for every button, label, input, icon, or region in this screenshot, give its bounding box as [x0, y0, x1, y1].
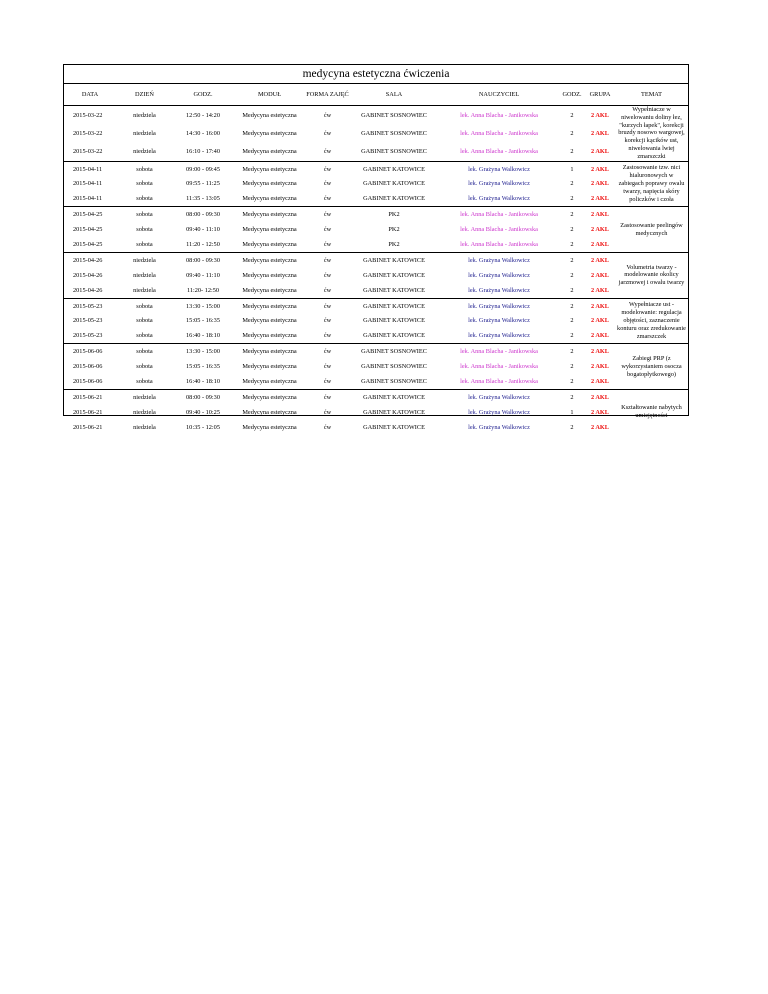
teacher-cell: lek. Anna Blacha - Janikowska — [460, 377, 538, 385]
table-row — [64, 268, 688, 283]
day-cell: sobota — [116, 207, 173, 222]
module-cell: Medycyna estetyczna — [242, 271, 297, 279]
day-cell: sobota — [116, 161, 173, 176]
table-row — [64, 124, 688, 142]
hours-cell: 2 — [570, 271, 574, 279]
teacher-cell: lek. Grażyna Walkowicz — [468, 180, 530, 188]
group-cell: 2 AKL — [590, 271, 610, 279]
time-cell: 16:40 - 18:10 — [186, 377, 220, 385]
col-topic: TEMAT — [615, 84, 688, 106]
date-cell: 2015-05-23 — [73, 317, 103, 325]
table-row — [64, 359, 688, 374]
room-cell: GABINET SOSNOWIEC — [361, 363, 427, 371]
date-cell: 2015-06-21 — [64, 389, 116, 404]
time-cell: 15:05 - 16:35 — [186, 363, 220, 371]
hours-cell: 2 — [570, 377, 574, 385]
topic-cell: Zastosowanie peelingów medycznych — [615, 207, 688, 253]
group-cell: 2 AKL — [590, 180, 610, 188]
day-cell: niedziela — [133, 111, 156, 119]
form-cell: ćw — [306, 389, 349, 404]
teacher-cell: lek. Grażyna Walkowicz — [439, 389, 559, 404]
form-cell: ćw — [323, 332, 332, 340]
time-cell: 15:05 - 16:35 — [186, 317, 220, 325]
group-cell: 2 AKL — [590, 377, 610, 385]
form-cell: ćw — [323, 408, 332, 416]
teacher-cell: lek. Anna Blacha - Janikowska — [460, 363, 538, 371]
table-row — [64, 313, 688, 328]
hours-cell: 2 — [559, 207, 585, 222]
module-cell: Medycyna estetyczna — [242, 286, 297, 294]
hours-cell: 2 — [570, 111, 574, 119]
table-row — [64, 389, 688, 404]
time-cell: 08:00 - 09:30 — [173, 207, 233, 222]
form-cell: ćw — [323, 363, 332, 371]
table-row — [64, 176, 688, 191]
module-cell: Medycyna estetyczna — [242, 195, 297, 203]
room-cell: GABINET KATOWICE — [363, 423, 425, 431]
room-cell: GABINET KATOWICE — [363, 317, 425, 325]
room-cell: PK2 — [388, 240, 400, 248]
time-cell: 12:50 - 14:20 — [186, 111, 220, 119]
time-cell: 09:40 - 10:25 — [186, 408, 220, 416]
time-cell: 09:55 - 11:25 — [186, 180, 220, 188]
module-cell: Medycyna estetyczna — [242, 408, 297, 416]
group-cell: 2 AKL — [590, 226, 610, 234]
day-cell: sobota — [116, 298, 173, 313]
group-cell: 2 AKL — [585, 161, 615, 176]
day-cell: niedziela — [133, 423, 156, 431]
col-form: FORMA ZAJĘĆ — [306, 84, 349, 106]
room-cell: GABINET KATOWICE — [363, 408, 425, 416]
group-cell: 2 AKL — [590, 147, 610, 155]
table-row — [64, 405, 688, 420]
teacher-cell: lek. Grażyna Walkowicz — [468, 271, 530, 279]
form-cell: ćw — [323, 180, 332, 188]
time-cell: 13:30 - 15:00 — [173, 344, 233, 359]
room-cell: GABINET KATOWICE — [349, 298, 439, 313]
table-row — [64, 142, 688, 161]
date-cell: 2015-05-23 — [73, 332, 103, 340]
group-cell: 2 AKL — [590, 423, 610, 431]
col-date: DATA — [64, 84, 116, 106]
table-row — [64, 420, 688, 435]
date-cell: 2015-04-25 — [64, 207, 116, 222]
room-cell: GABINET SOSNOWIEC — [361, 111, 427, 119]
col-time: GODZ. — [173, 84, 233, 106]
date-cell: 2015-06-21 — [73, 423, 103, 431]
room-cell: GABINET KATOWICE — [349, 389, 439, 404]
date-cell: 2015-06-06 — [73, 363, 103, 371]
time-cell: 10:35 - 12:05 — [186, 423, 220, 431]
module-cell: Medycyna estetyczna — [242, 226, 297, 234]
form-cell: ćw — [323, 377, 332, 385]
day-cell: sobota — [136, 195, 153, 203]
form-cell: ćw — [306, 161, 349, 176]
room-cell: GABINET KATOWICE — [363, 271, 425, 279]
date-cell: 2015-04-11 — [64, 161, 116, 176]
table-row — [64, 222, 688, 237]
group-cell: 2 AKL — [585, 344, 615, 359]
module-cell: Medycyna estetyczna — [242, 111, 297, 119]
form-cell: ćw — [323, 147, 332, 155]
teacher-cell: lek. Anna Blacha - Janikowska — [460, 111, 538, 119]
group-cell: 2 AKL — [590, 195, 610, 203]
teacher-cell: lek. Grażyna Walkowicz — [468, 317, 530, 325]
col-day: DZIEŃ — [116, 84, 173, 106]
col-room: SALA — [349, 84, 439, 106]
teacher-cell: lek. Anna Blacha - Janikowska — [439, 344, 559, 359]
time-cell: 16:40 - 18:10 — [186, 332, 220, 340]
time-cell: 14:30 - 16:00 — [186, 129, 220, 137]
table-row — [64, 298, 688, 313]
form-cell: ćw — [306, 252, 349, 267]
module-cell: Medycyna estetyczna — [233, 252, 306, 267]
room-cell: GABINET KATOWICE — [363, 180, 425, 188]
teacher-cell: lek. Grażyna Walkowicz — [468, 195, 530, 203]
day-cell: niedziela — [133, 129, 156, 137]
time-cell: 08:00 - 09:30 — [173, 389, 233, 404]
date-cell: 2015-05-23 — [64, 298, 116, 313]
time-cell: 09:00 - 09:45 — [173, 161, 233, 176]
room-cell: GABINET KATOWICE — [363, 286, 425, 294]
day-cell: niedziela — [133, 408, 156, 416]
col-group: GRUPA — [585, 84, 615, 106]
teacher-cell: lek. Grażyna Walkowicz — [468, 286, 530, 294]
schedule-title: medycyna estetyczna ćwiczenia — [64, 65, 688, 84]
time-cell: 11:20- 12:50 — [186, 286, 220, 294]
topic-cell: Volumetria twarzy - modelowanie okolicy jarzmowej i owalu twarzy — [615, 252, 688, 298]
col-teacher: NAUCZYCIEL — [439, 84, 559, 106]
module-cell: Medycyna estetyczna — [233, 389, 306, 404]
hours-cell: 2 — [570, 226, 574, 234]
hours-cell: 2 — [559, 389, 585, 404]
table-row — [64, 161, 688, 176]
group-cell: 2 AKL — [590, 408, 610, 416]
module-cell: Medycyna estetyczna — [242, 377, 297, 385]
module-cell: Medycyna estetyczna — [242, 180, 297, 188]
hours-cell: 2 — [570, 332, 574, 340]
day-cell: sobota — [136, 377, 153, 385]
topic-cell: Zastosowanie tzw. nici hialuronowych w zabiegach poprawy owalu twarzy, napięcia skóry policzków i czoła — [615, 161, 688, 207]
form-cell: ćw — [323, 271, 332, 279]
group-cell: 2 AKL — [585, 252, 615, 267]
time-cell: 11:35 - 13:05 — [186, 195, 220, 203]
group-cell: 2 AKL — [585, 298, 615, 313]
room-cell: GABINET SOSNOWIEC — [361, 377, 427, 385]
date-cell: 2015-03-22 — [73, 129, 103, 137]
date-cell: 2015-04-26 — [73, 271, 103, 279]
date-cell: 2015-06-06 — [64, 344, 116, 359]
hours-cell: 2 — [570, 129, 574, 137]
teacher-cell: lek. Grażyna Walkowicz — [468, 408, 530, 416]
form-cell: ćw — [306, 298, 349, 313]
teacher-cell: lek. Grażyna Walkowicz — [439, 298, 559, 313]
group-cell: 2 AKL — [590, 129, 610, 137]
room-cell: GABINET KATOWICE — [349, 252, 439, 267]
date-cell: 2015-04-26 — [64, 252, 116, 267]
day-cell: niedziela — [116, 389, 173, 404]
date-cell: 2015-03-22 — [73, 147, 103, 155]
group-cell: 2 AKL — [590, 332, 610, 340]
schedule-body — [64, 106, 688, 435]
date-cell: 2015-03-22 — [73, 111, 103, 119]
form-cell: ćw — [323, 423, 332, 431]
hours-cell: 2 — [559, 298, 585, 313]
hours-cell: 2 — [559, 252, 585, 267]
time-cell: 11:20 - 12:50 — [186, 240, 220, 248]
date-cell: 2015-04-11 — [73, 195, 103, 203]
schedule-sheet — [63, 64, 689, 431]
time-cell: 13:30 - 15:00 — [173, 298, 233, 313]
module-cell: Medycyna estetyczna — [233, 161, 306, 176]
time-cell: 09:40 - 11:10 — [186, 271, 220, 279]
teacher-cell: lek. Grażyna Walkowicz — [439, 252, 559, 267]
table-row — [64, 237, 688, 252]
day-cell: sobota — [136, 226, 153, 234]
day-cell: sobota — [136, 363, 153, 371]
room-cell: GABINET SOSNOWIEC — [361, 147, 427, 155]
form-cell: ćw — [323, 195, 332, 203]
day-cell: niedziela — [133, 286, 156, 294]
teacher-cell: lek. Anna Blacha - Janikowska — [460, 226, 538, 234]
day-cell: niedziela — [133, 271, 156, 279]
room-cell: PK2 — [388, 226, 400, 234]
date-cell: 2015-04-25 — [73, 240, 103, 248]
col-module: MODUŁ — [233, 84, 306, 106]
hours-cell: 2 — [570, 180, 574, 188]
topic-cell: Wypełniacze w niwelowaniu doliny łez, "kurzych łapek", korekcji bruzdy nosowo wargowej, korekcji kącików ust, niwelowania lwiej zmarszczki — [618, 106, 685, 160]
form-cell: ćw — [323, 317, 332, 325]
teacher-cell: lek. Grażyna Walkowicz — [468, 332, 530, 340]
group-cell: 2 AKL — [590, 240, 610, 248]
module-cell: Medycyna estetyczna — [242, 423, 297, 431]
table-row — [64, 328, 688, 343]
topic-cell: Kształtowanie nabytych umiejętności — [615, 389, 688, 434]
module-cell: Medycyna estetyczna — [233, 344, 306, 359]
group-cell: 2 AKL — [585, 207, 615, 222]
hours-cell: 2 — [570, 363, 574, 371]
time-cell: 08:00 - 09:30 — [173, 252, 233, 267]
room-cell: PK2 — [349, 207, 439, 222]
time-cell: 16:10 - 17:40 — [186, 147, 220, 155]
date-cell: 2015-04-26 — [73, 286, 103, 294]
room-cell: GABINET SOSNOWIEC — [361, 129, 427, 137]
day-cell: sobota — [136, 180, 153, 188]
form-cell: ćw — [306, 207, 349, 222]
topic-cell: Wypełniacze ust - modelowanie: regulacja objętości, zaznaczenie konturu oraz zredukowanie zmarszczek — [615, 298, 688, 344]
day-cell: niedziela — [116, 252, 173, 267]
hours-cell: 2 — [570, 423, 574, 431]
group-cell: 2 AKL — [590, 363, 610, 371]
day-cell: sobota — [136, 317, 153, 325]
teacher-cell: lek. Grażyna Walkowicz — [468, 423, 530, 431]
group-cell: 2 AKL — [590, 286, 610, 294]
table-row — [64, 191, 688, 206]
module-cell: Medycyna estetyczna — [242, 332, 297, 340]
table-row — [64, 207, 688, 222]
room-cell: GABINET KATOWICE — [363, 195, 425, 203]
module-cell: Medycyna estetyczna — [242, 317, 297, 325]
module-cell: Medycyna estetyczna — [242, 363, 297, 371]
teacher-cell: lek. Anna Blacha - Janikowska — [460, 129, 538, 137]
module-cell: Medycyna estetyczna — [242, 240, 297, 248]
time-cell: 09:40 - 11:10 — [186, 226, 220, 234]
hours-cell: 2 — [559, 344, 585, 359]
day-cell: niedziela — [133, 147, 156, 155]
day-cell: sobota — [116, 344, 173, 359]
module-cell: Medycyna estetyczna — [233, 207, 306, 222]
hours-cell: 2 — [570, 240, 574, 248]
header-row — [64, 84, 688, 106]
teacher-cell: lek. Anna Blacha - Janikowska — [460, 147, 538, 155]
table-row — [64, 283, 688, 298]
hours-cell: 1 — [559, 161, 585, 176]
form-cell: ćw — [323, 286, 332, 294]
form-cell: ćw — [323, 129, 332, 137]
hours-cell: 2 — [570, 195, 574, 203]
table-row — [64, 106, 688, 125]
module-cell: Medycyna estetyczna — [242, 129, 297, 137]
group-cell: 2 AKL — [590, 317, 610, 325]
date-cell: 2015-04-11 — [73, 180, 103, 188]
schedule-table — [64, 84, 688, 435]
room-cell: GABINET KATOWICE — [349, 161, 439, 176]
hours-cell: 2 — [570, 286, 574, 294]
room-cell: GABINET SOSNOWIEC — [349, 344, 439, 359]
table-row — [64, 252, 688, 267]
table-row — [64, 344, 688, 359]
teacher-cell: lek. Grażyna Walkowicz — [439, 161, 559, 176]
group-cell: 2 AKL — [590, 111, 610, 119]
date-cell: 2015-04-25 — [73, 226, 103, 234]
module-cell: Medycyna estetyczna — [233, 298, 306, 313]
day-cell: sobota — [136, 240, 153, 248]
topic-cell: Zabiegi PRP (z wykorzystaniem osocza bogatopłytkowego) — [615, 344, 688, 390]
date-cell: 2015-06-21 — [73, 408, 103, 416]
hours-cell: 2 — [570, 317, 574, 325]
module-cell: Medycyna estetyczna — [242, 147, 297, 155]
form-cell: ćw — [323, 240, 332, 248]
form-cell: ćw — [306, 344, 349, 359]
form-cell: ćw — [323, 111, 332, 119]
form-cell: ćw — [323, 226, 332, 234]
group-cell: 2 AKL — [585, 389, 615, 404]
date-cell: 2015-06-06 — [73, 377, 103, 385]
room-cell: GABINET KATOWICE — [363, 332, 425, 340]
day-cell: sobota — [136, 332, 153, 340]
table-row — [64, 374, 688, 389]
teacher-cell: lek. Anna Blacha - Janikowska — [439, 207, 559, 222]
teacher-cell: lek. Anna Blacha - Janikowska — [460, 240, 538, 248]
hours-cell: 1 — [570, 408, 574, 416]
hours-cell: 2 — [570, 147, 574, 155]
col-hours: GODZ. — [559, 84, 585, 106]
